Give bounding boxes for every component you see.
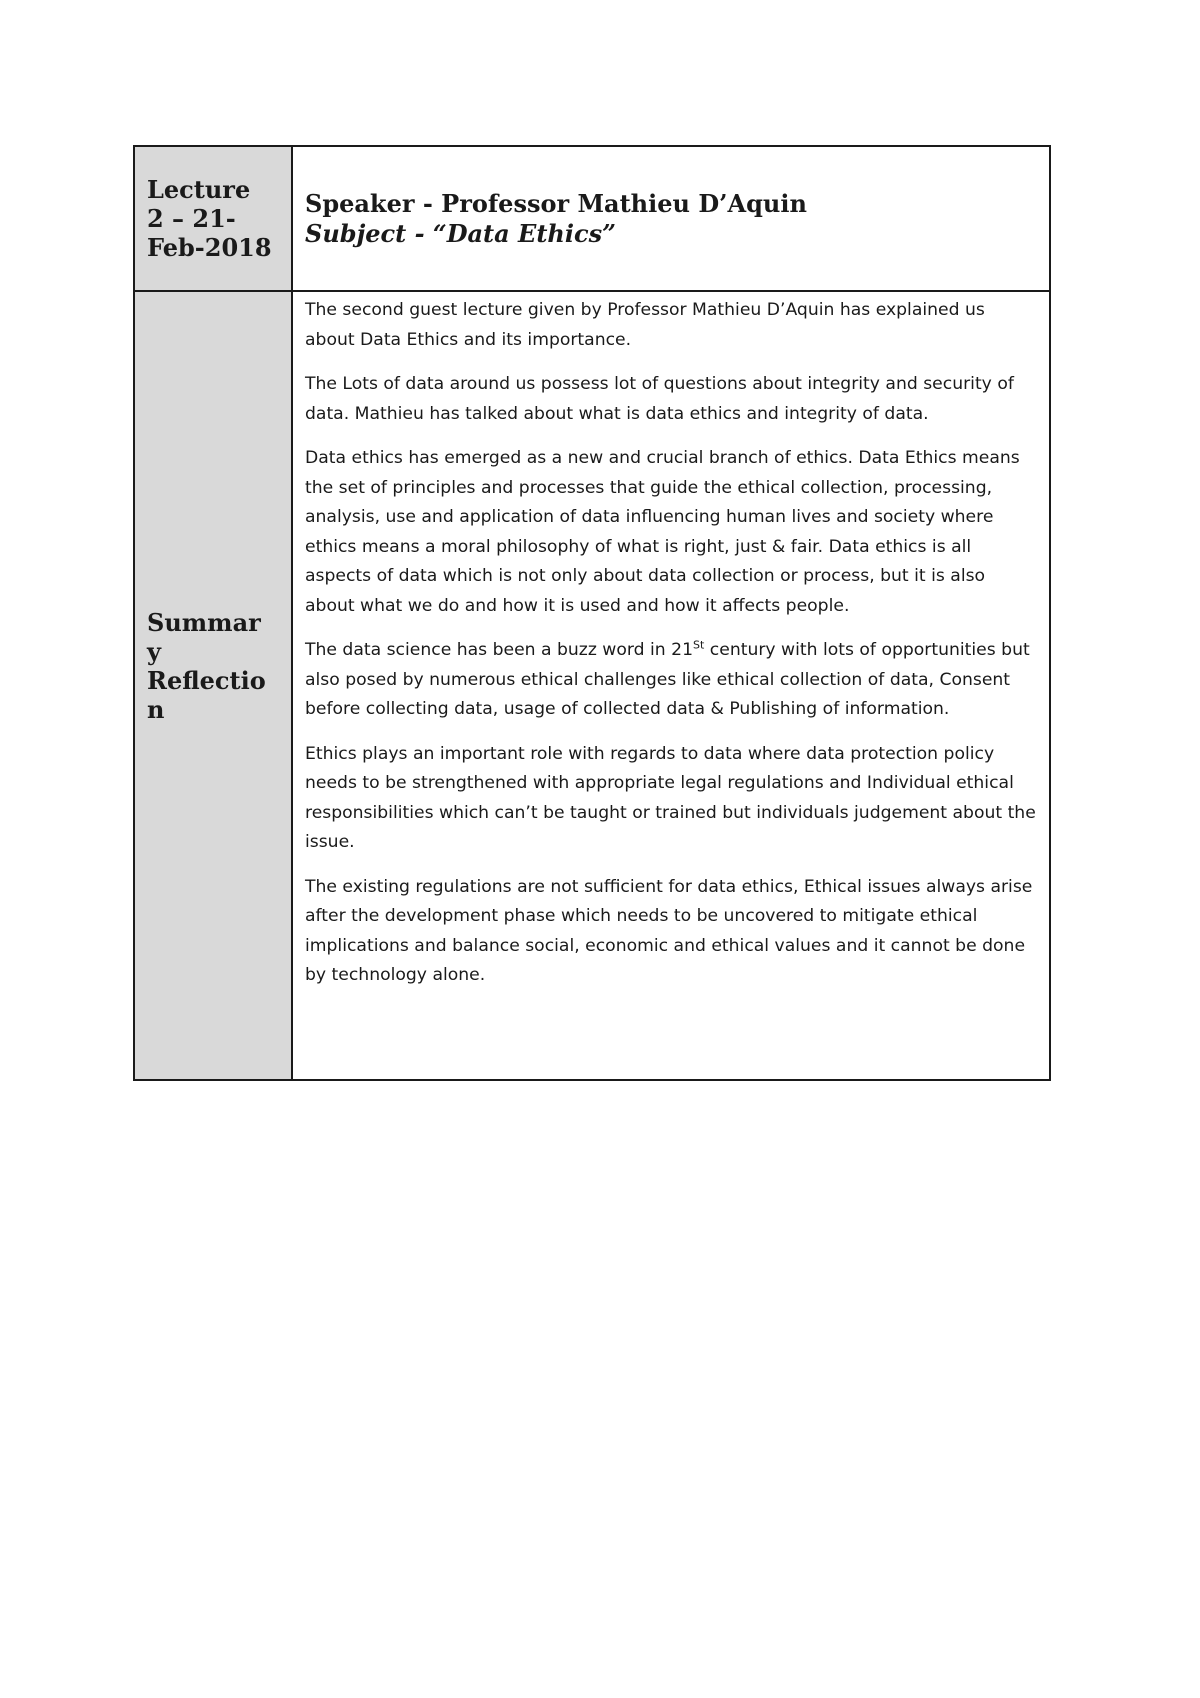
lecture-table (133, 145, 1051, 1081)
ordinal-superscript: St (693, 638, 705, 652)
summary-label-line1: Summar (147, 607, 261, 637)
summary-label-line4: n (147, 694, 165, 724)
summary-label-line3: Reflectio (147, 665, 266, 695)
body-paragraph-2: The Lots of data around us possess lot of questions about integrity and security of data. Mathieu has talked about what is data ethics and integrity of data. (305, 374, 1014, 424)
summary-reflection-body (293, 292, 1049, 1079)
body-paragraph-4-start: The data science has been a buzz word in 21 (305, 640, 694, 660)
body-paragraph-5: Ethics plays an important role with regards to data where data protection policy needs to be strengthened with appropriate legal regulations and Individual ethical responsibilities which can’t be taught or trained but individuals judgement about the issue. (305, 743, 1036, 852)
body-paragraph-4 (305, 636, 1037, 725)
body-paragraph-1: The second guest lecture given by Professor Mathieu D’Aquin has explained us about Data Ethics and its importance. (305, 300, 985, 350)
summary-label-line2: y (147, 636, 161, 666)
lecture-date-cell (135, 147, 293, 292)
lecture-label-line2: 2 – 21- (147, 204, 236, 233)
body-paragraph-6: The existing regulations are not sufficient for data ethics, Ethical issues always arise after the development phase which needs to be uncovered to mitigate ethical implications and balance social, economic and ethical values and it cannot be done by technology alone. (305, 876, 1033, 985)
body-paragraph-4-end: century with lots of opportunities but also posed by numerous ethical challenges like ethical collection of data, Consent before collecting data, usage of collected data & Publishing of information. (305, 640, 1030, 719)
lecture-label-line3: Feb-2018 (147, 233, 272, 262)
speaker-line: Speaker - Professor Mathieu D’Aquin (305, 188, 807, 218)
lecture-label-line1: Lecture (147, 175, 251, 204)
subject-line: Subject - “Data Ethics” (305, 218, 616, 248)
speaker-subject-cell (293, 147, 1049, 292)
summary-reflection-label-cell (135, 292, 293, 1079)
body-paragraph-3: Data ethics has emerged as a new and crucial branch of ethics. Data Ethics means the set of principles and processes that guide the ethical collection, processing, analysis, use and application of data influencing human lives and society where ethics means a moral philosophy of what is right, just & fair. Data ethics is all aspects of data which is not only about data collection or process, but it is also about what we do and how it is used and how it affects people. (305, 448, 1020, 616)
